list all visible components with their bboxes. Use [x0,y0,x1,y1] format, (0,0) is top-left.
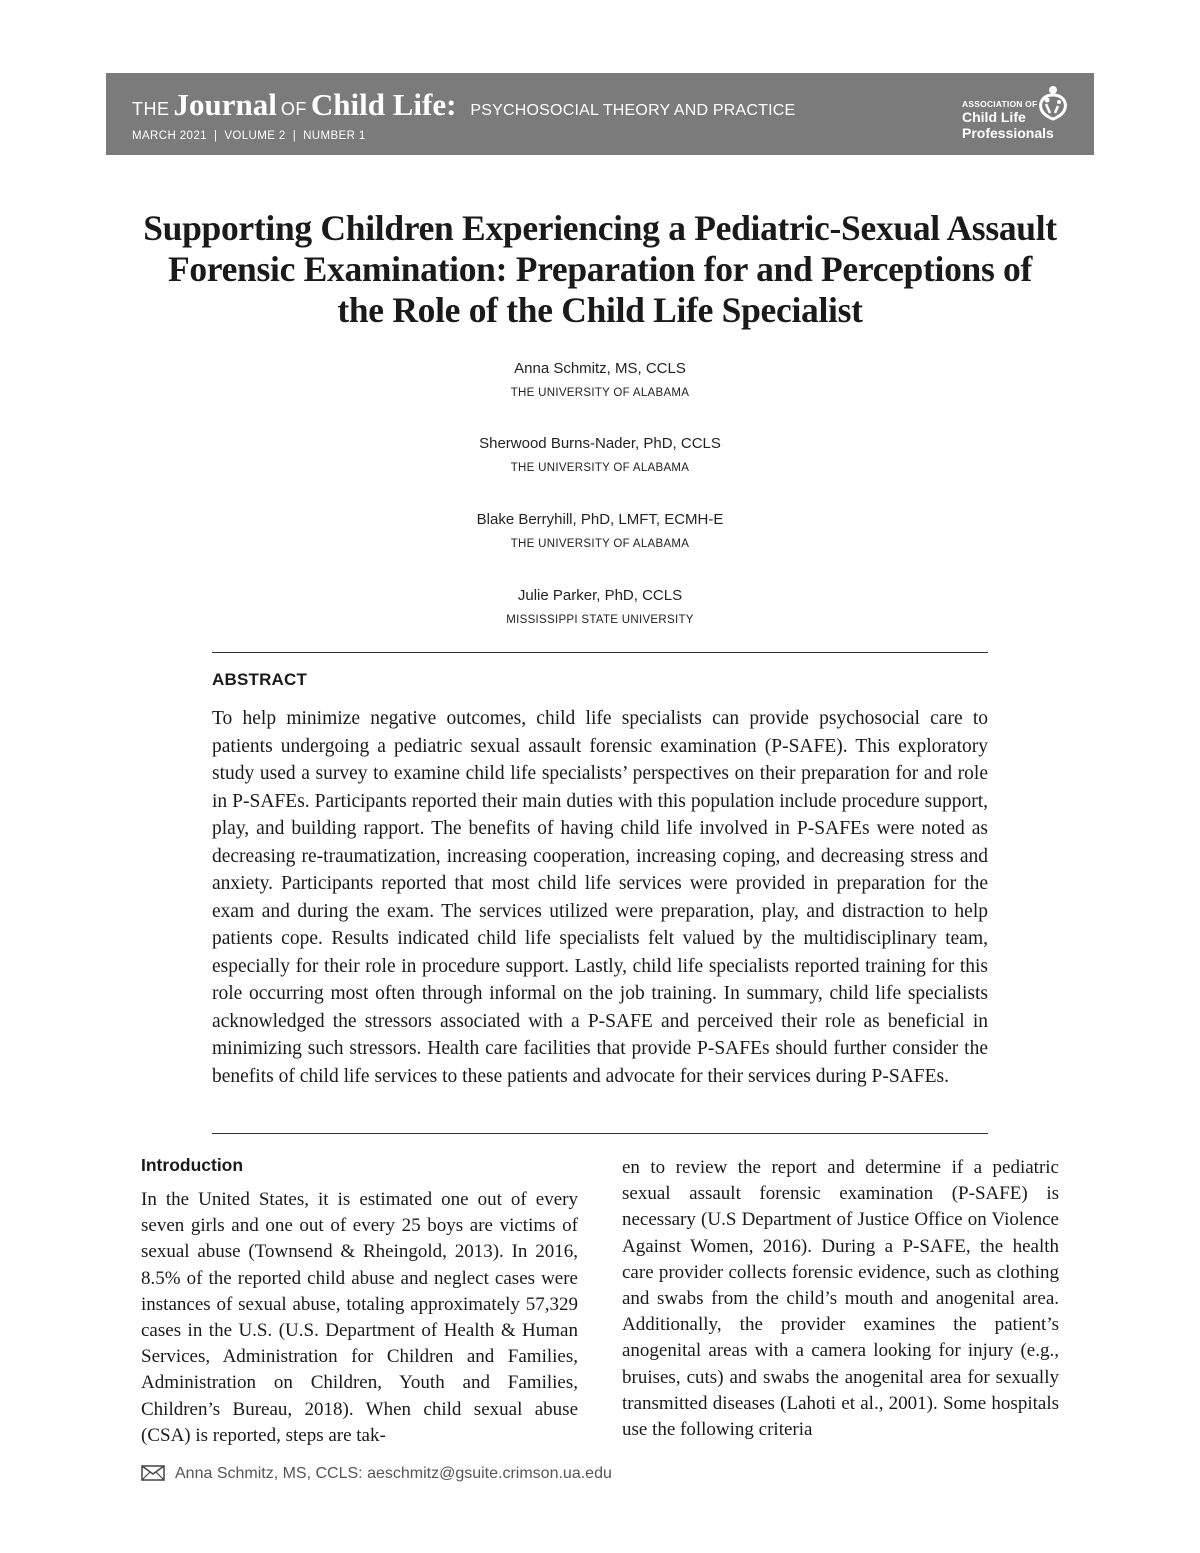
issue-volume: VOLUME 2 [224,130,286,142]
author-3: Blake Berryhill, PhD, LMFT, ECMH-E THE UNIVERSITY OF ALABAMA [476,511,724,550]
acp-logo: ASSOCIATION OF Child Life Professionals [960,83,1070,147]
abstract-bottom-rule [212,1133,988,1134]
body-column-left: In the United States, it is estimated one out of every seven girls and one out of every 25 boys are victims of sexual abuse (Townsend & Rheingold, 2013). In 2016, 8.5% of the reported child abuse and neglect cases were instances of sexual abuse, totaling approximately 57,329 cases in the U.S. (U.S. Department of Health & Human Services, Administration for Children and Families, Administration on Children, Youth and Families, Children’s Bureau, 2018). When child sexual abuse (CSA) is reported, steps are tak- [141,1189,578,1446]
family-heart-icon [1036,85,1070,121]
article-title: Supporting Children Experiencing a Pediatric-Sexual Assault Forensic Examination: Preparation for and Perceptions of the Role of the Child Life Specialist [143,208,1057,330]
author-1: Anna Schmitz, MS, CCLS THE UNIVERSITY OF ALABAMA [510,360,690,399]
journal-name: THE Journal OF Child Life: PSYCHOSOCIAL THEORY AND PRACTICE [132,87,796,122]
issue-number: NUMBER 1 [303,130,366,142]
abstract-heading: ABSTRACT [212,670,308,689]
correspondence-footer [141,1465,612,1483]
envelope-icon [141,1465,165,1481]
author-2: Sherwood Burns-Nader, PhD, CCLS THE UNIVERSITY OF ALABAMA [479,435,721,474]
issue-date: MARCH 2021 [132,130,207,142]
introduction-heading: Introduction [141,1155,244,1175]
journal-subtitle: PSYCHOSOCIAL THEORY AND PRACTICE [470,102,796,119]
journal-banner [106,73,1094,155]
correspondence-text[interactable]: Anna Schmitz, MS, CCLS: aeschmitz@gsuite.crimson.ua.edu [175,1465,612,1482]
abstract-text: To help minimize negative outcomes, child life specialists can provide psychosocial care to patients undergoing a pediatric sexual assault forensic examination (P-SAFE). This exploratory study used a survey to examine child life specialists’ perspectives on their preparation for and role in P-SAFEs. Participants reported their main duties with this population include procedure support, play, and building rapport. The benefits of having child life involved in P-SAFEs were noted as decreasing re-traumatization, increasing cooperation, increasing coping, and decreasing stress and anxiety. Participants reported that most child life services were provided in preparation for the exam and during the exam. The services utilized were preparation, play, and distraction to help patients cope. Results indicated child life specialists felt valued by the multidisciplinary team, especially for their role in procedure support. Lastly, child life specialists reported training for this role occurring most often through informal on the job training. In summary, child life specialists acknowledged the stressors associated with a P-SAFE and perceived their role as beneficial in minimizing such stressors. Health care facilities that provide P-SAFEs should further consider the benefits of child life services to these patients and advocate for their services during P-SAFEs. [212,708,988,1087]
author-4: Julie Parker, PhD, CCLS MISSISSIPPI STATE UNIVERSITY [506,587,694,626]
issue-info: MARCH 2021 | VOLUME 2 | NUMBER 1 [132,130,366,142]
abstract-top-rule [212,652,988,653]
body-column-right: en to review the report and determine if a pediatric sexual assault forensic examination (P-SAFE) is necessary (U.S Department of Justice Office on Violence Against Women, 2016). During a P-SAFE, the health care provider collects forensic evidence, such as clothing and swabs from the child’s mouth and anogenital area. Additionally, the provider examines the patient’s anogenital areas with a camera looking for injury (e.g., bruises, cuts) and swabs the anogenital area for sexually transmitted diseases (Lahoti et al., 2001). Some hospitals use the following criteria [622,1157,1059,1441]
